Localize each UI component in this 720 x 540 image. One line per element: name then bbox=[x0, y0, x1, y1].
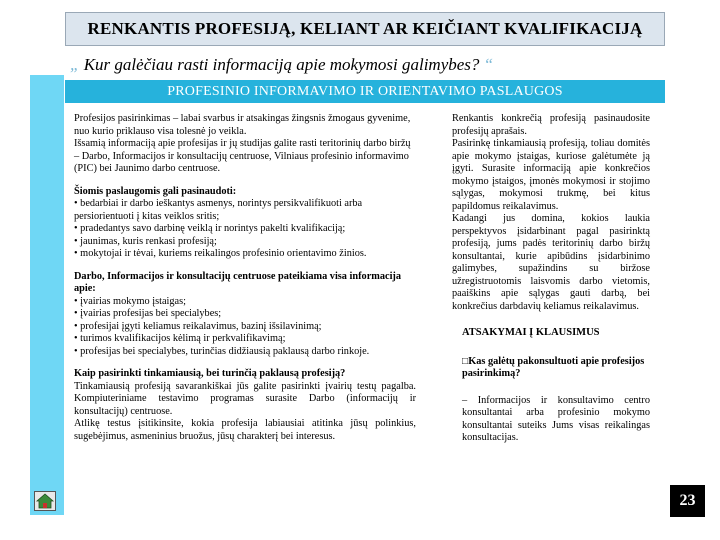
list-item: • pradedantys savo darbinę veiklą ir norintys pakelti kvalifikaciją; bbox=[74, 223, 346, 234]
page-number-text: 23 bbox=[679, 492, 696, 509]
choose-paragraph: Atlikę testus įsitikinsite, kokia profesija labiausiai atitinka jūsų polinkius, sugebėjimus, asmeninius bruožus, jūsų charakterį bei interesus. bbox=[74, 418, 416, 442]
list-item: • mokytojai ir tėvai, kuriems reikalingos profesinio orientavimo žinios. bbox=[74, 248, 367, 259]
question bbox=[452, 356, 650, 381]
list-item: • profesijai įgyti keliamus reikalavimus, bazinį išsilavinimą; bbox=[74, 320, 322, 332]
centres-block bbox=[74, 271, 416, 359]
choose-heading: Kaip pasirinkti tinkamiausią, bei turinčią paklausą profesiją? bbox=[74, 368, 346, 379]
list-item: • jaunimas, kuris renkasi profesiją; bbox=[74, 235, 217, 247]
list-item: • profesijas bei specialybes, turinčias didžiausią paklausą darbo rinkoje. bbox=[74, 345, 370, 357]
section-header-text: PROFESINIO INFORMAVIMO IR ORIENTAVIMO PASLAUGOS bbox=[167, 83, 563, 99]
list-item: • įvairias mokymo įstaigas; bbox=[74, 295, 186, 307]
question-text: Kas galėtų pakonsultuoti apie profesijos pasirinkimą? bbox=[462, 355, 645, 379]
intro-block bbox=[74, 113, 416, 176]
centres-heading: Darbo, Informacijos ir konsultacijų centruose pateikiama visa informacija apie: bbox=[74, 270, 402, 294]
intro-paragraph: Išsamią informaciją apie profesijas ir jų studijas galite rasti teritorinių darbo biržų – Darbo, Informacijos ir konsultacijų centruose, Vilniaus profesinio informavimo (PIC) bei Jaunimo darbo centruose. bbox=[74, 138, 411, 174]
list-item: • įvairias profesijas bei specialybes; bbox=[74, 308, 222, 319]
right-paragraph: Kadangi jus domina, kokios laukia perspektyvos įsidarbinant pagal pasirinktą profesiją, jums padės teritorinių darbo biržų konsultantai, kurie apibūdins įsidarbinimo galimybes, supažindins su biržose užregistruotomis laisvomis darbo vietomis, paaiškins apie sąlygas gauti darbą, bei konkrečius darbdavių keliamus reikalavimus. bbox=[452, 213, 650, 312]
right-paragraph: Renkantis konkrečią profesiją pasinaudosite profesijų aprašais. bbox=[452, 113, 650, 137]
subtitle-open-quote: „ bbox=[70, 55, 80, 74]
services-block bbox=[74, 186, 416, 261]
services-heading: Šiomis paslaugomis gali pasinaudoti: bbox=[74, 185, 237, 197]
list-item: • bedarbiai ir darbo ieškantys asmenys, norintys persikvalifikuoti arba persiorientuoti į kitas veiklos sritis; bbox=[74, 198, 363, 222]
left-column bbox=[74, 113, 416, 453]
choose-paragraph: Tinkamiausią profesiją savarankiškai jūs galite pasirinkti įvairių testų pagalba. Kompiuteriniame testavimo programas surasite Darbo (informacijų ir konsultacijų) centruose. bbox=[74, 380, 416, 417]
answer: – Informacijos ir konsultavimo centro konsultantai arba profesinio mokymo konsultantai suteiks Jums visas reikalingas konsultacijas. bbox=[462, 394, 650, 443]
page-title bbox=[65, 12, 665, 46]
intro-paragraph: Profesijos pasirinkimas – labai svarbus ir atsakingas žingsnis žmogaus gyvenime, nuo kurio priklauso visa tolesnė jo veikla. bbox=[74, 113, 411, 137]
list-item: • turimos kvalifikacijos kėlimą ir perkvalifikavimą; bbox=[74, 333, 286, 344]
section-header bbox=[65, 80, 665, 103]
checkbox-icon: □ bbox=[462, 355, 469, 367]
side-strip bbox=[30, 75, 64, 515]
answers-heading: ATSAKYMAI Į KLAUSIMUS bbox=[462, 327, 600, 338]
right-column bbox=[452, 113, 650, 445]
subtitle-text: Kur galėčiau rasti informaciją apie mokymosi galimybes? bbox=[79, 55, 484, 74]
subtitle bbox=[70, 55, 493, 75]
page-title-text: RENKANTIS PROFESIJĄ, KELIANT AR KEIČIANT KVALIFIKACIJĄ bbox=[87, 19, 643, 38]
subtitle-close-quote: “ bbox=[483, 55, 494, 74]
choose-block bbox=[74, 368, 416, 443]
home-icon[interactable] bbox=[34, 491, 56, 511]
right-paragraph: Pasirinkę tinkamiausią profesiją, toliau domitės apie mokymo įstaigas, kuriose galėtumėte ją įgyti. Surasite informaciją apie konkrečios mokymo įstaigos, įmonės mokymosi ir stojimo sąlygas, mokymosi trukmę, bei kitus papildomus reikalavimus. bbox=[452, 138, 650, 212]
page-number bbox=[670, 485, 705, 517]
